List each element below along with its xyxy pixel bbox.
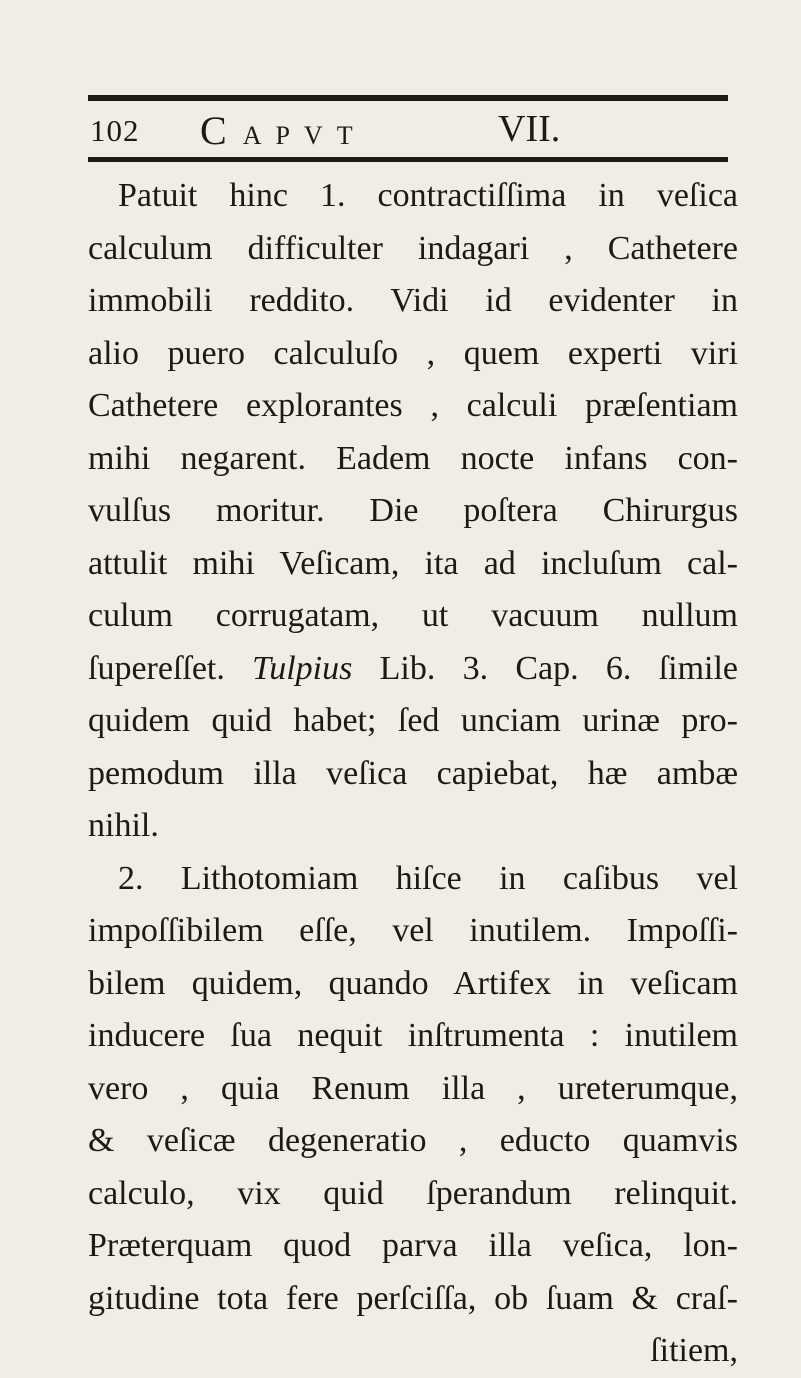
text-line: Patuit hinc 1. contractiſſima in veſica [118,177,738,214]
text-line: & veſicæ degeneratio , educto quamvis [88,1122,738,1159]
chapter-number: VII. [498,108,561,150]
text-fragment: ſupereſſet. [88,649,225,687]
text-line: 2. Lithotomiam hiſce in caſibus vel [118,859,738,897]
text-line: mihi negarent. Eadem nocte infans con- [88,439,738,477]
text-line: nihil. [88,807,159,844]
running-head-initial: C [200,108,229,153]
text-line: calculum difficulter indagari , Cathetere [88,229,738,267]
text-line: Cathetere explorantes , calculi præſentiam [88,387,738,424]
page-header [88,107,728,153]
catchword: ſitiem, [650,1332,738,1369]
running-head-rest: APVT [242,121,367,150]
text-line: impoſſibilem eſſe, vel inutilem. Impoſſi- [88,912,738,949]
text-line: quidem quid habet; ſed unciam urinæ pro- [88,702,738,739]
text-line: inducere ſua nequit inſtrumenta : inutilem [88,1017,738,1054]
text-fragment: Lib. 3. Cap. 6. ſimile [379,649,739,687]
text-line: calculo, vix quid ſperandum relinquit. [88,1174,738,1212]
header-rule-bottom [88,157,728,162]
text-line: vero , quia Renum illa , ureterumque, [88,1069,738,1107]
text-line: Præterquam quod parva illa veſica, lon- [88,1227,738,1264]
text-line: immobili reddito. Vidi id evidenter in [88,282,738,319]
text-line: alio puero calculuſo , quem experti viri [88,334,738,372]
page-number: 102 [90,113,140,148]
text-line: attulit mihi Veſicam, ita ad incluſum cal- [88,544,738,582]
text-line: vulſus moritur. Die poſtera Chirurgus [88,492,738,529]
body-text [88,170,738,1378]
text-line [88,643,738,696]
header-rule-top [88,95,728,101]
author-name: Tulpius [252,649,353,687]
text-line: culum corrugatam, ut vacuum nullum [88,597,738,634]
text-line: bilem quidem, quando Artifex in veſicam [88,964,738,1002]
text-line: pemodum illa veſica capiebat, hæ ambæ [88,754,738,792]
text-line: gitudine tota fere perſciſſa, ob ſuam & craſ- [88,1279,738,1317]
running-head [200,107,367,154]
